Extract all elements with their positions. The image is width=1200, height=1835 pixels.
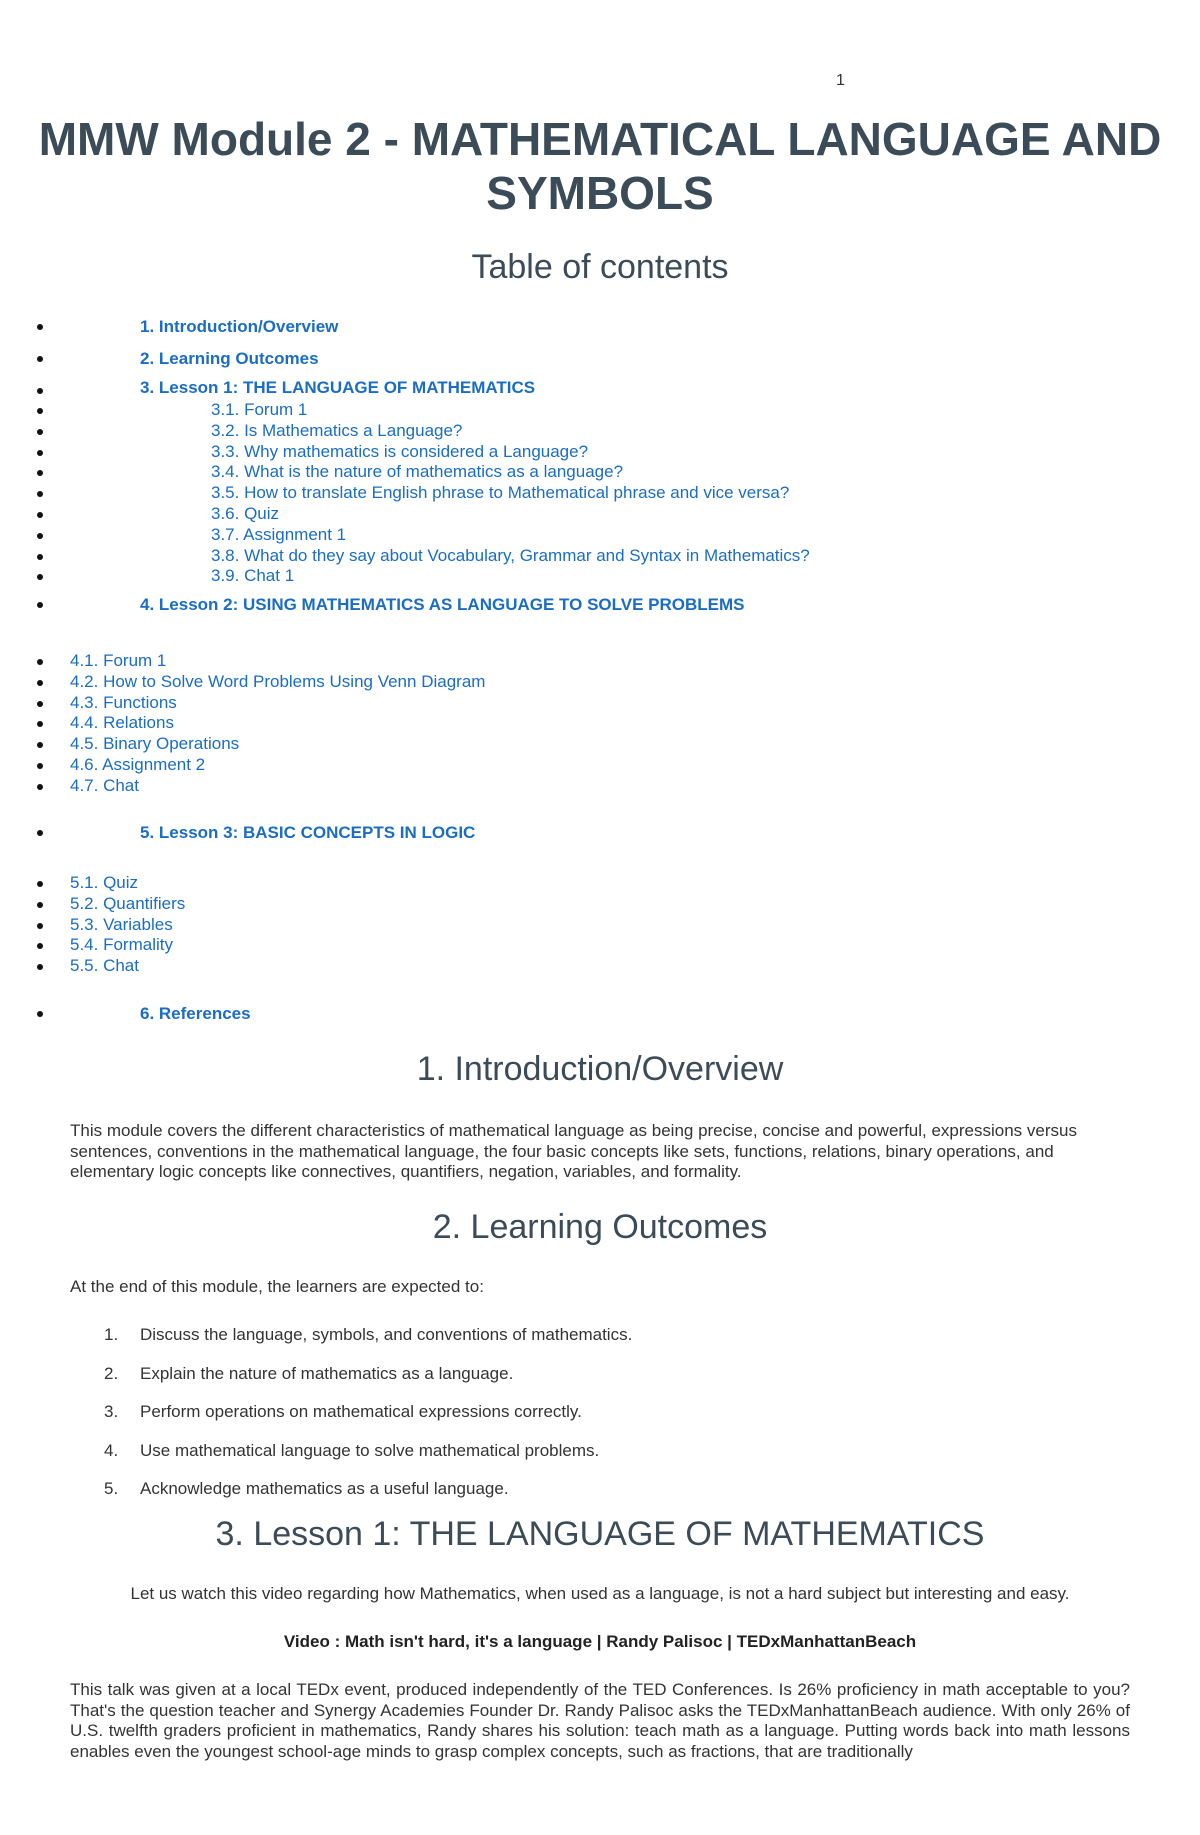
toc-link-5-3[interactable]: 5.3. Variables <box>0 915 1200 936</box>
toc-link-3-9[interactable]: 3.9. Chat 1 <box>0 566 1200 587</box>
toc-link-4-7[interactable]: 4.7. Chat <box>0 776 1200 797</box>
outcome-item: 3. Perform operations on mathematical expressions correctly. <box>104 1402 582 1421</box>
toc-link-4-6[interactable]: 4.6. Assignment 2 <box>0 755 1200 776</box>
toc-lesson3-list <box>0 873 1200 977</box>
toc-link-3-8[interactable]: 3.8. What do they say about Vocabulary, Grammar and Syntax in Mathematics? <box>0 546 1200 567</box>
toc-link-4-5[interactable]: 4.5. Binary Operations <box>0 734 1200 755</box>
toc-link-4-1[interactable]: 4.1. Forum 1 <box>0 651 1200 672</box>
page-number: 1 <box>836 72 845 89</box>
toc-link-3-3[interactable]: 3.3. Why mathematics is considered a Language? <box>0 442 1200 463</box>
outcome-item: 4. Use mathematical language to solve mathematical problems. <box>104 1440 600 1460</box>
toc-heading: Table of contents <box>471 248 729 286</box>
toc-link-3-2[interactable]: 3.2. Is Mathematics a Language? <box>0 421 1200 442</box>
toc-link-5-5[interactable]: 5.5. Chat <box>0 956 1200 977</box>
outcomes-heading: 2. Learning Outcomes <box>432 1208 768 1246</box>
toc-link-3-4[interactable]: 3.4. What is the nature of mathematics as a language? <box>0 462 1200 483</box>
document-title: MMW Module 2 - MATHEMATICAL LANGUAGE AND SYMBOLS <box>38 113 1162 219</box>
toc-references-list <box>0 998 1200 1030</box>
toc-link-4-2[interactable]: 4.2. How to Solve Word Problems Using Venn Diagram <box>0 672 1200 693</box>
toc-link-3-1[interactable]: 3.1. Forum 1 <box>0 400 1200 421</box>
toc-link-5-4[interactable]: 5.4. Formality <box>0 935 1200 956</box>
outcome-item: 2. Explain the nature of mathematics as a language. <box>104 1363 514 1383</box>
toc-lesson3-heading-list <box>0 817 1200 849</box>
outcome-item: 1. Discuss the language, symbols, and conventions of mathematics. <box>104 1325 633 1344</box>
toc-link-introduction[interactable]: 1. Introduction/Overview <box>0 311 1200 343</box>
lesson1-intro: Let us watch this video regarding how Mathematics, when used as a language, is not a hard subject but interesting and easy. <box>130 1584 1070 1603</box>
video-title[interactable]: Video : Math isn't hard, it's a language | Randy Palisoc | TEDxManhattanBeach <box>283 1632 917 1651</box>
toc-link-3-5[interactable]: 3.5. How to translate English phrase to Mathematical phrase and vice versa? <box>0 483 1200 504</box>
outcomes-lead: At the end of this module, the learners are expected to: <box>70 1277 484 1296</box>
toc-list <box>0 311 1200 621</box>
lesson1-heading: 3. Lesson 1: THE LANGUAGE OF MATHEMATICS <box>215 1515 985 1553</box>
toc-link-4-3[interactable]: 4.3. Functions <box>0 693 1200 714</box>
outcome-item: 5. Acknowledge mathematics as a useful language. <box>104 1479 509 1498</box>
toc-lesson2-list <box>0 651 1200 797</box>
toc-link-lesson-3[interactable]: 5. Lesson 3: BASIC CONCEPTS IN LOGIC <box>0 817 1200 849</box>
toc-link-4-4[interactable]: 4.4. Relations <box>0 713 1200 734</box>
toc-link-lesson-1[interactable]: 3. Lesson 1: THE LANGUAGE OF MATHEMATICS <box>0 375 1200 400</box>
outcomes-list <box>70 1325 1130 1518</box>
intro-body: This module covers the different characteristics of mathematical language as being precise, concise and powerful, expressions versus sentences, conventions in the mathematical language, the four basic concepts like sets, functions, relations, binary operations, and elementary logic concepts like connectives, quantifiers, negation, variables, and formality. <box>70 1121 1077 1181</box>
toc-link-lesson-2[interactable]: 4. Lesson 2: USING MATHEMATICS AS LANGUAGE TO SOLVE PROBLEMS <box>0 589 1200 621</box>
toc-link-learning-outcomes[interactable]: 2. Learning Outcomes <box>0 343 1200 375</box>
toc-link-5-1[interactable]: 5.1. Quiz <box>0 873 1200 894</box>
intro-heading: 1. Introduction/Overview <box>416 1050 784 1088</box>
toc-link-3-6[interactable]: 3.6. Quiz <box>0 504 1200 525</box>
toc-link-3-7[interactable]: 3.7. Assignment 1 <box>0 525 1200 546</box>
lesson1-body: This talk was given at a local TEDx event, produced independently of the TED Conferences. Is 26% proficiency in math acceptable to you? That's the question teacher and Synergy Academies Founder Dr. Randy Palisoc asks the TEDxManhattanBeach audience. With only 26% of U.S. twelfth graders proficient in mathematics, Randy shares his solution: teach math as a language. Putting words back into math lessons enables even the youngest school-age minds to grasp complex concepts, such as fractions, that are traditionally <box>70 1680 1130 1761</box>
toc-link-5-2[interactable]: 5.2. Quantifiers <box>0 894 1200 915</box>
toc-link-references[interactable]: 6. References <box>0 998 1200 1030</box>
